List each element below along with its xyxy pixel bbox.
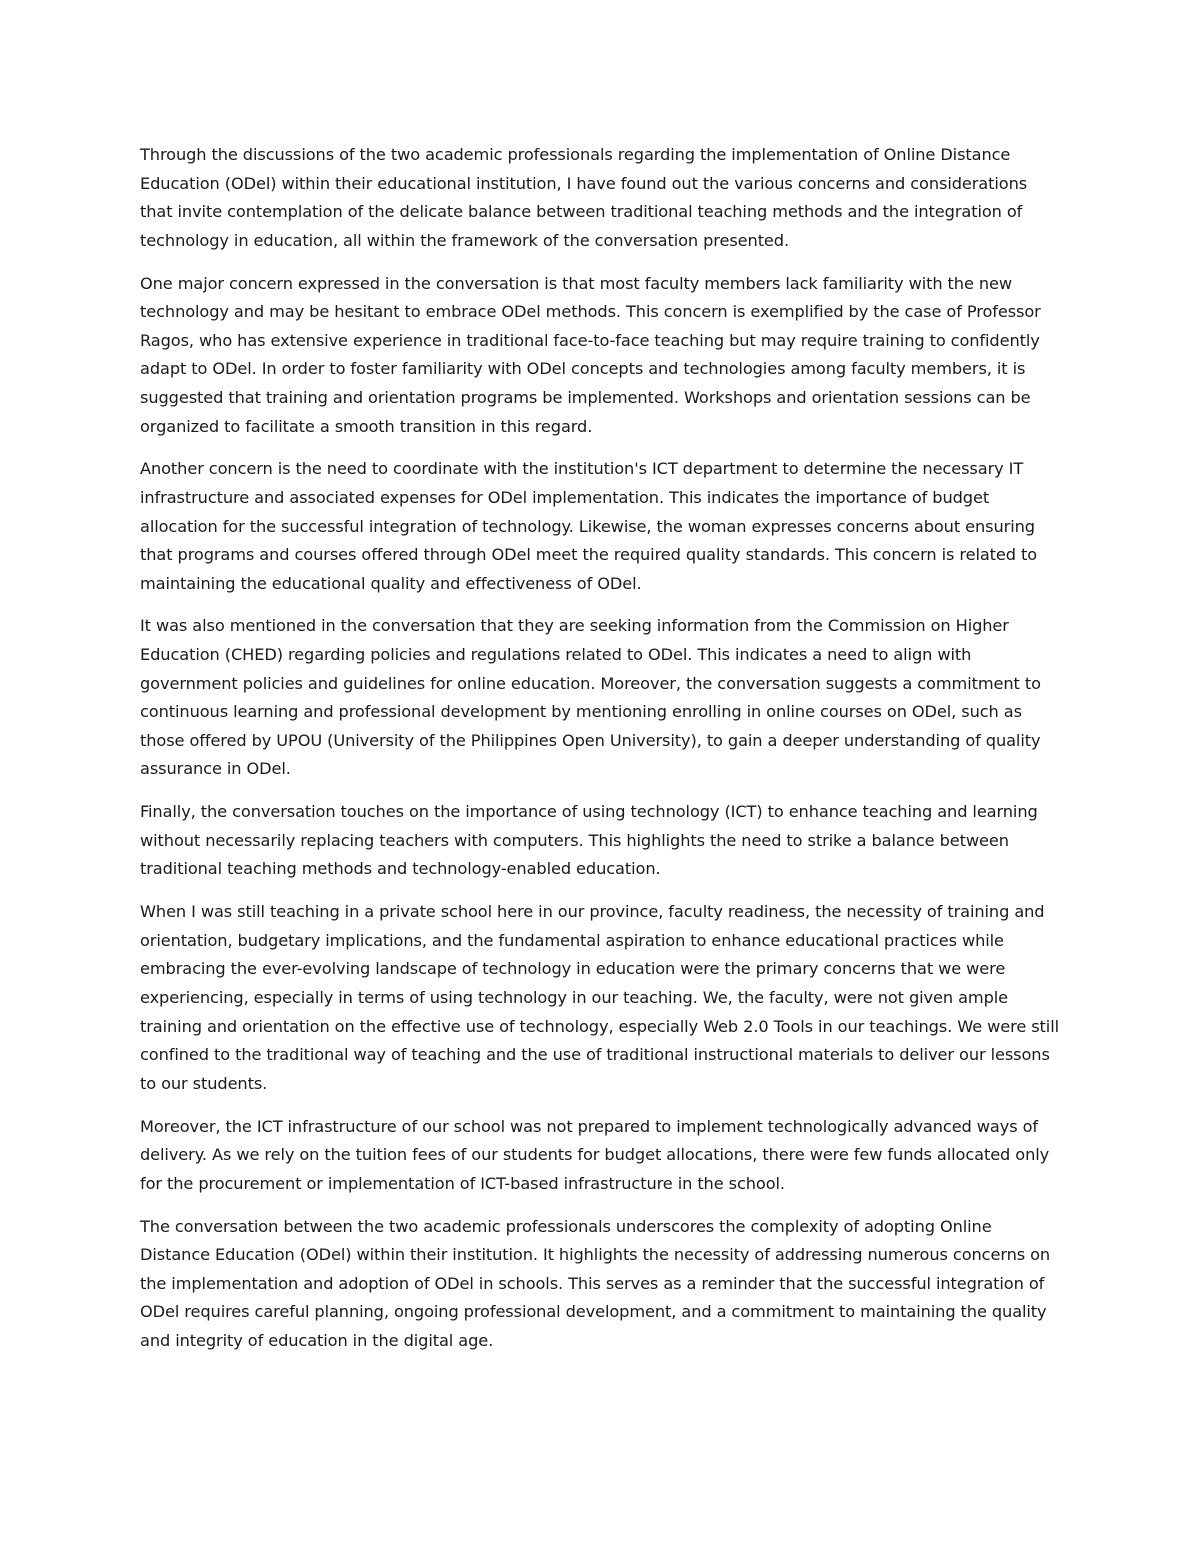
- paragraph-1: Through the discussions of the two academic professionals regarding the implementation of Online Distance Education (ODel) within their educational institution, I have found out the various concerns and considerations that invite contemplation of the delicate balance between traditional teaching methods and the integration of technology in education, all within the framework of the conversation presented.: [140, 145, 1028, 250]
- paragraph-7: Moreover, the ICT infrastructure of our school was not prepared to implement technologically advanced ways of delivery. As we rely on the tuition fees of our students for budget allocations, there were few funds allocated only for the procurement or implementation of ICT-based infrastructure in the school.: [140, 1116, 1050, 1193]
- paragraph-6: When I was still teaching in a private school here in our province, faculty readiness, the necessity of training and orientation, budgetary implications, and the fundamental aspiration to enhance educational practices while embracing the ever-evolving landscape of technology in education were the primary concerns that we were experiencing, especially in terms of using technology in our teaching. We, the faculty, were not given ample training and orientation on the effective use of technology, especially Web 2.0 Tools in our teachings. We were still confined to the traditional way of teaching and the use of traditional instructional materials to deliver our lessons to our students.: [140, 902, 1059, 1093]
- paragraph-4: It was also mentioned in the conversation that they are seeking information from the Commission on Higher Education (CHED) regarding policies and regulations related to ODel. This indicates a need to align with government policies and guidelines for online education. Moreover, the conversation suggests a commitment to continuous learning and professional development by mentioning enrolling in online courses on ODel, such as those offered by UPOU (University of the Philippines Open University), to gain a deeper understanding of quality assurance in ODel.: [140, 616, 1041, 779]
- paragraph-8: The conversation between the two academic professionals underscores the complexity of adopting Online Distance Education (ODel) within their institution. It highlights the necessity of addressing numerous concerns on the implementation and adoption of ODel in schools. This serves as a reminder that the successful integration of ODel requires careful planning, ongoing professional development, and a commitment to maintaining the quality and integrity of education in the digital age.: [140, 1216, 1051, 1350]
- paragraph-3: Another concern is the need to coordinate with the institution's ICT department to determine the necessary IT infrastructure and associated expenses for ODel implementation. This indicates the importance of budget allocation for the successful integration of technology. Likewise, the woman expresses concerns about ensuring that programs and courses offered through ODel meet the required quality standards. This concern is related to maintaining the educational quality and effectiveness of ODel.: [140, 459, 1038, 593]
- paragraph-2: One major concern expressed in the conversation is that most faculty members lack familiarity with the new technology and may be hesitant to embrace ODel methods. This concern is exemplified by the case of Professor Ragos, who has extensive experience in traditional face-to-face teaching but may require training to confidently adapt to ODel. In order to foster familiarity with ODel concepts and technologies among faculty members, it is suggested that training and orientation programs be implemented. Workshops and orientation sessions can be organized to facilitate a smooth transition in this regard.: [140, 273, 1041, 436]
- paragraph-5: Finally, the conversation touches on the importance of using technology (ICT) to enhance teaching and learning without necessarily replacing teachers with computers. This highlights the need to strike a balance between traditional teaching methods and technology-enabled education.: [140, 802, 1038, 879]
- document-page: [140, 141, 1060, 1370]
